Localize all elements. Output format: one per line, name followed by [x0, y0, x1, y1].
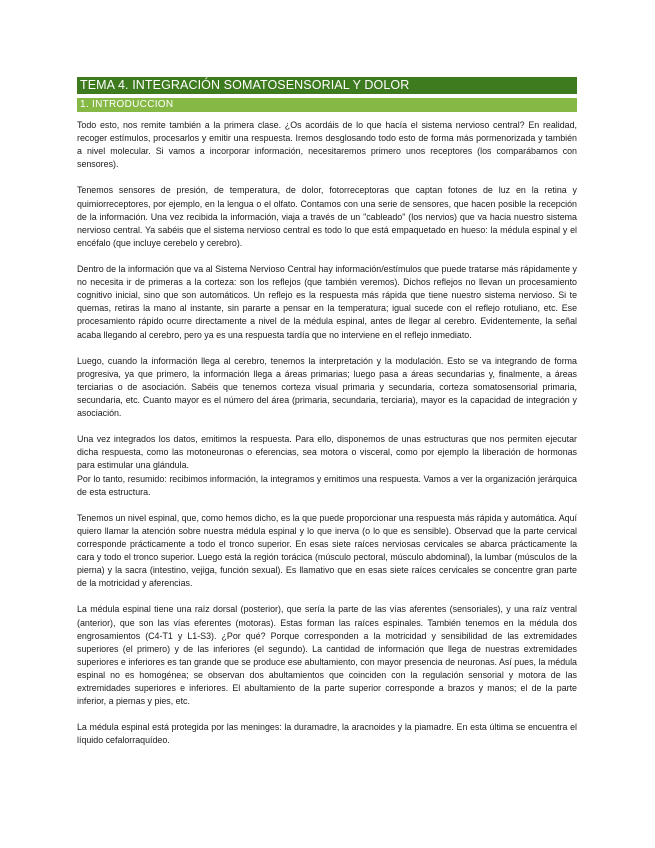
paragraph: Por lo tanto, resumido: recibimos información, la integramos y emitimos una respuesta. Vamos a ver la organización jerárquica de esta estructura.: [77, 473, 577, 497]
document-page: [77, 77, 577, 761]
paragraph: Tenemos un nivel espinal, que, como hemos dicho, es la que puede proporcionar una respuesta más rápida y automática. Aquí quiero llamar la atención sobre nuestra médula espinal y lo que inerva (o lo que es sensible). Observad que la parte cervical corresponde prácticamente a todo el tronco superior. En esas siete raíces nerviosas cervicales se abarca prácticamente la cara y todo el tronco superior. Luego está la región torácica (músculo pectoral, músculo abdominal), la lumbar (músculos de la pierna) y la sacra (intestino, vejiga, función sexual). Es llamativo que en esas siete raíces cervicales se concentre gran parte de la motricidad y aferencias.: [77, 512, 577, 589]
section-heading: 1. INTRODUCCION: [77, 98, 577, 112]
paragraph: Dentro de la información que va al Sistema Nervioso Central hay información/estímulos que puede tratarse más rápidamente y no necesita ir de primeras a la corteza: son los reflejos (que también veremos). Dichos reflejos no llevan un procesamiento cognitivo inicial, sino que son automáticos. Un reflejo es la respuesta más rápida que tiene nuestro sistema nervioso. Si te quemas, retiras la mano al instante, sin pararte a pensar en la temperatura; igual sucede con el reflejo rotuliano, etc. Ese procesamiento rápido ocurre directamente a nivel de la médula espinal, antes de llegar al cerebro. Evidentemente, la señal acaba llegando al cerebro, pero ya es una respuesta tardía que no interviene en el reflejo inmediato.: [77, 264, 577, 340]
paragraph: Todo esto, nos remite también a la primera clase. ¿Os acordáis de lo que hacía el sistema nervioso central? En realidad, recoger estímulos, procesarlos y emitir una respuesta. Iremos desglosando todo esto de forma más pormenorizada y también a nivel molecular. Si vamos a incorporar información, necesitaremos primero unos receptores (los comparábamos con sensores).: [77, 120, 577, 170]
chapter-title: TEMA 4. INTEGRACIÓN SOMATOSENSORIAL Y DOLOR: [77, 77, 577, 94]
paragraph: La médula espinal tiene una raíz dorsal (posterior), que sería la parte de las vías aferentes (sensoriales), y una raíz ventral (anterior), que son las vías eferentes (motoras). Estas forman las raíces espinales. También tenemos en la médula dos engrosamientos (C4-T1 y L1-S3). ¿Por qué? Porque corresponden a la motricidad y sensibilidad de las extremidades superiores (el primero) y de las inferiores (el segundo). La cantidad de información que llega de nuestras extremidades superiores e inferiores es tan grande que se produce ese abultamiento, con mayor presencia de neuronas. Así pues, la médula espinal no es homogénea; se observan dos abultamientos que coinciden con la regulación sensorial y motora de las extremidades superiores e inferiores. El abultamiento de la parte superior corresponde a brazos y manos; el de la parte inferior, a piernas y pies, etc.: [77, 604, 577, 707]
paragraph: Luego, cuando la información llega al cerebro, tenemos la interpretación y la modulación. Esto se va integrando de forma progresiva, ya que primero, la información llega a áreas primarias; luego pasa a áreas secundarias y, finalmente, a áreas terciarias o de asociación. Sabéis que tenemos corteza visual primaria y secundaria, corteza somatosensorial primaria, secundaria, etc. Cuanto mayor es el número del área (primaria, secundaria, terciaria), mayor es la capacidad de integración y asociación.: [77, 355, 577, 419]
paragraph: La médula espinal está protegida por las meninges: la duramadre, la aracnoides y la piamadre. En esta última se encuentra el líquido cefalorraquídeo.: [77, 722, 577, 746]
paragraph: Una vez integrados los datos, emitimos la respuesta. Para ello, disponemos de unas estructuras que nos permiten ejecutar dicha respuesta, como las motoneuronas o eferencias, sea motora o visceral, como por ejemplo la liberación de hormonas para estimular una glándula.: [77, 434, 577, 471]
paragraph: Tenemos sensores de presión, de temperatura, de dolor, fotorreceptoras que captan fotones de luz en la retina y quimiorreceptores, por ejemplo, en la lengua o el olfato. Contamos con una serie de sensores, que hacen posible la recepción de la información. Una vez recibida la información, viaja a través de un "cableado" (los nervios) que va hacia nuestro sistema nervioso central. Ya sabéis que el sistema nervioso central es todo lo que está empaquetado en hueso: la médula espinal y el encéfalo (que incluye cerebelo y cerebro).: [77, 185, 577, 248]
body-text: [77, 119, 577, 748]
